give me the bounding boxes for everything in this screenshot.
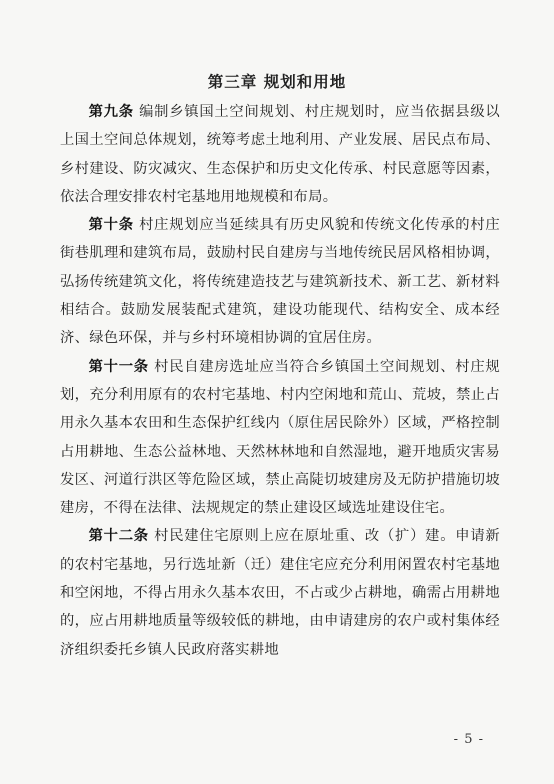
article-12 — [60, 522, 500, 663]
article-number: 第十条 — [88, 217, 134, 234]
page-number: - 5 - — [453, 732, 484, 747]
article-9 — [60, 98, 500, 211]
article-number: 第九条 — [88, 104, 134, 120]
article-text: 村民建住宅原则上应在原址重、改（扩）建。申请新的农村宅基地，另行选址新（迁）建住宅应充分利用闲置农村宅基地和空闲地，不得占用永久基本农田，不占或少占耕地，确需占用耕地的，应占用耕地质量等级较低的耕地，由申请建房的农户或村集体经济组织委托乡镇人民政府落实耕地 — [60, 528, 500, 658]
article-text: 编制乡镇国土空间规划、村庄规划时，应当依据县级以上国土空间总体规划，统筹考虑土地利用、产业发展、居民点布局、乡村建设、防灾减灾、生态保护和历史文化传承、村民意愿等因素，依法合理安排农村宅基地用地规模和布局。 — [60, 104, 501, 205]
article-number: 第十一条 — [88, 358, 149, 375]
document-body — [60, 98, 500, 664]
article-number: 第十二条 — [88, 528, 149, 545]
chapter-title: 第三章 规划和用地 — [207, 73, 347, 91]
article-10 — [60, 211, 500, 352]
article-11 — [60, 353, 500, 523]
article-text: 村民自建房选址应当符合乡镇国土空间规划、村庄规划，充分利用原有的农村宅基地、村内空闲地和荒山、荒坡，禁止占用永久基本农田和生态保护红线内（原住居民除外）区域，严格控制占用耕地、生态公益林地、天然林林地和自然湿地，避开地质灾害易发区、河道行洪区等危险区域，禁止高陡切坡建房及无防护措施切坡建房，不得在法律、法规规定的禁止建设区域选址建设住宅。 — [60, 358, 500, 517]
article-text: 村庄规划应当延续具有历史风貌和传统文化传承的村庄街巷肌理和建筑布局，鼓励村民自建房与当地传统民居风格相协调，弘扬传统建筑文化，将传统建造技艺与建筑新技术、新工艺、新材料相结合。鼓励发展装配式建筑，建设功能现代、结构安全、成本经济、绿色环保，并与乡村环境相协调的宜居住房。 — [60, 217, 501, 347]
